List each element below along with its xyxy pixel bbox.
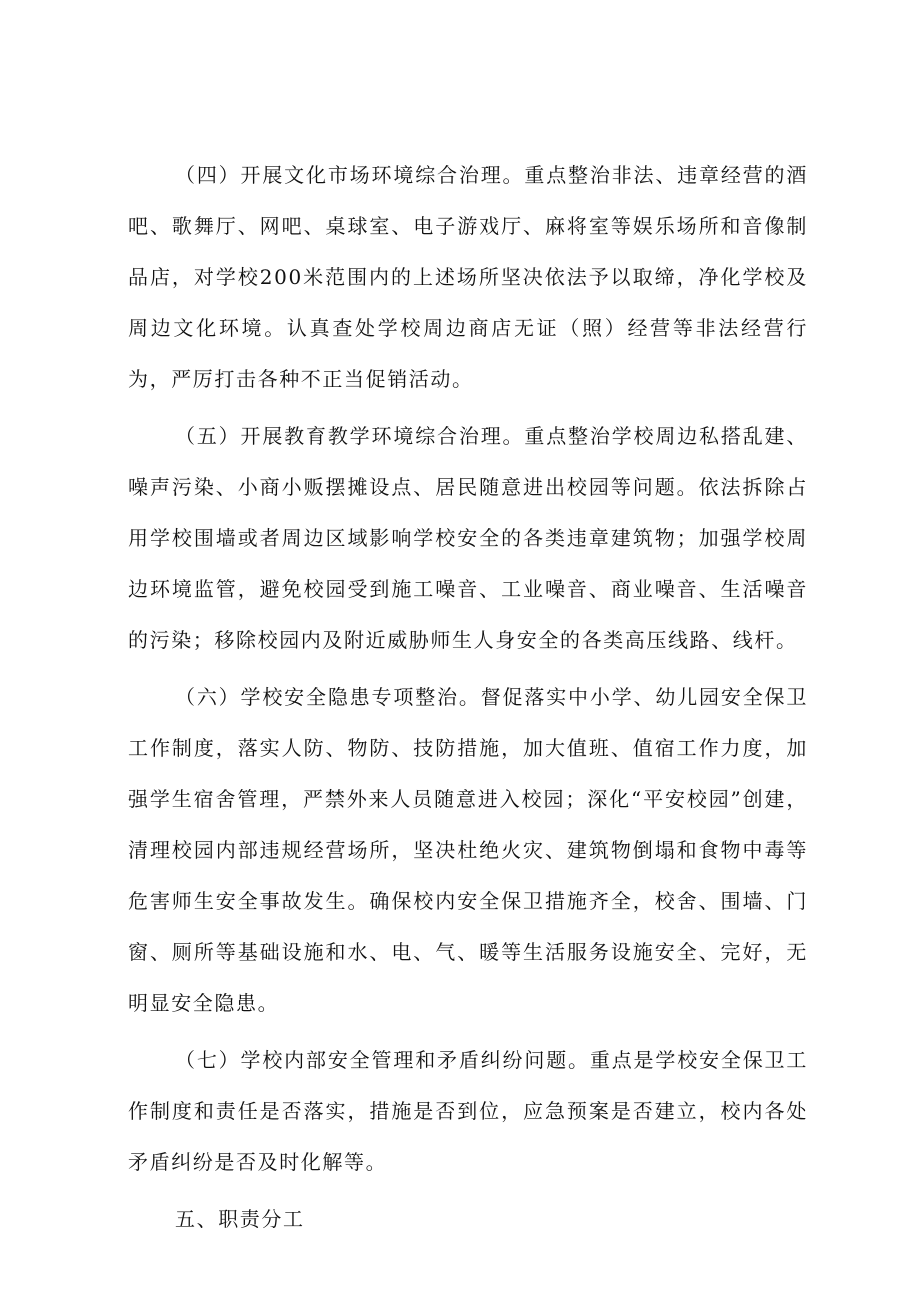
paragraph-internal-management: （七）学校内部安全管理和矛盾纠纷问题。重点是学校安全保卫工作制度和责任是否落实，措施是否到位，应急预案是否建立，校内各处矛盾纠纷是否及时化解等。 [128, 1048, 808, 1174]
section-heading: 五、职责分工 [175, 1207, 305, 1231]
paragraph-education-environment: （五）开展教育教学环境综合治理。重点整治学校周边私搭乱建、噪声污染、小商小贩摆摊设点、居民随意进出校园等问题。依法拆除占用学校围墙或者周边区域影响学校安全的各类违章建筑物；加强学校周边环境监管，避免校园受到施工噪音、工业噪音、商业噪音、生活噪音的污染；移除校园内及附近威胁师生人身安全的各类高压线路、线杆。 [128, 424, 808, 652]
paragraph-culture-market: （四）开展文化市场环境综合治理。重点整治非法、违章经营的酒吧、歌舞厅、网吧、桌球室、电子游戏厅、麻将室等娱乐场所和音像制品店，对学校200米范围内的上述场所坚决依法予以取缔，净化学校及周边文化环境。认真查处学校周边商店无证（照）经营等非法经营行为，严厉打击各种不正当促销活动。 [128, 163, 808, 391]
paragraph-safety-hazards: （六）学校安全隐患专项整治。督促落实中小学、幼儿园安全保卫工作制度，落实人防、物防、技防措施，加大值班、值宿工作力度，加强学生宿舍管理，严禁外来人员随意进入校园；深化“平安校园”创建，清理校园内部违规经营场所，坚决杜绝火灾、建筑物倒塌和食物中毒等危害师生安全事故发生。确保校内安全保卫措施齐全，校舍、围墙、门窗、厕所等基础设施和水、电、气、暖等生活服务设施安全、完好，无明显安全隐患。 [128, 685, 808, 1015]
document-body [128, 150, 808, 1245]
